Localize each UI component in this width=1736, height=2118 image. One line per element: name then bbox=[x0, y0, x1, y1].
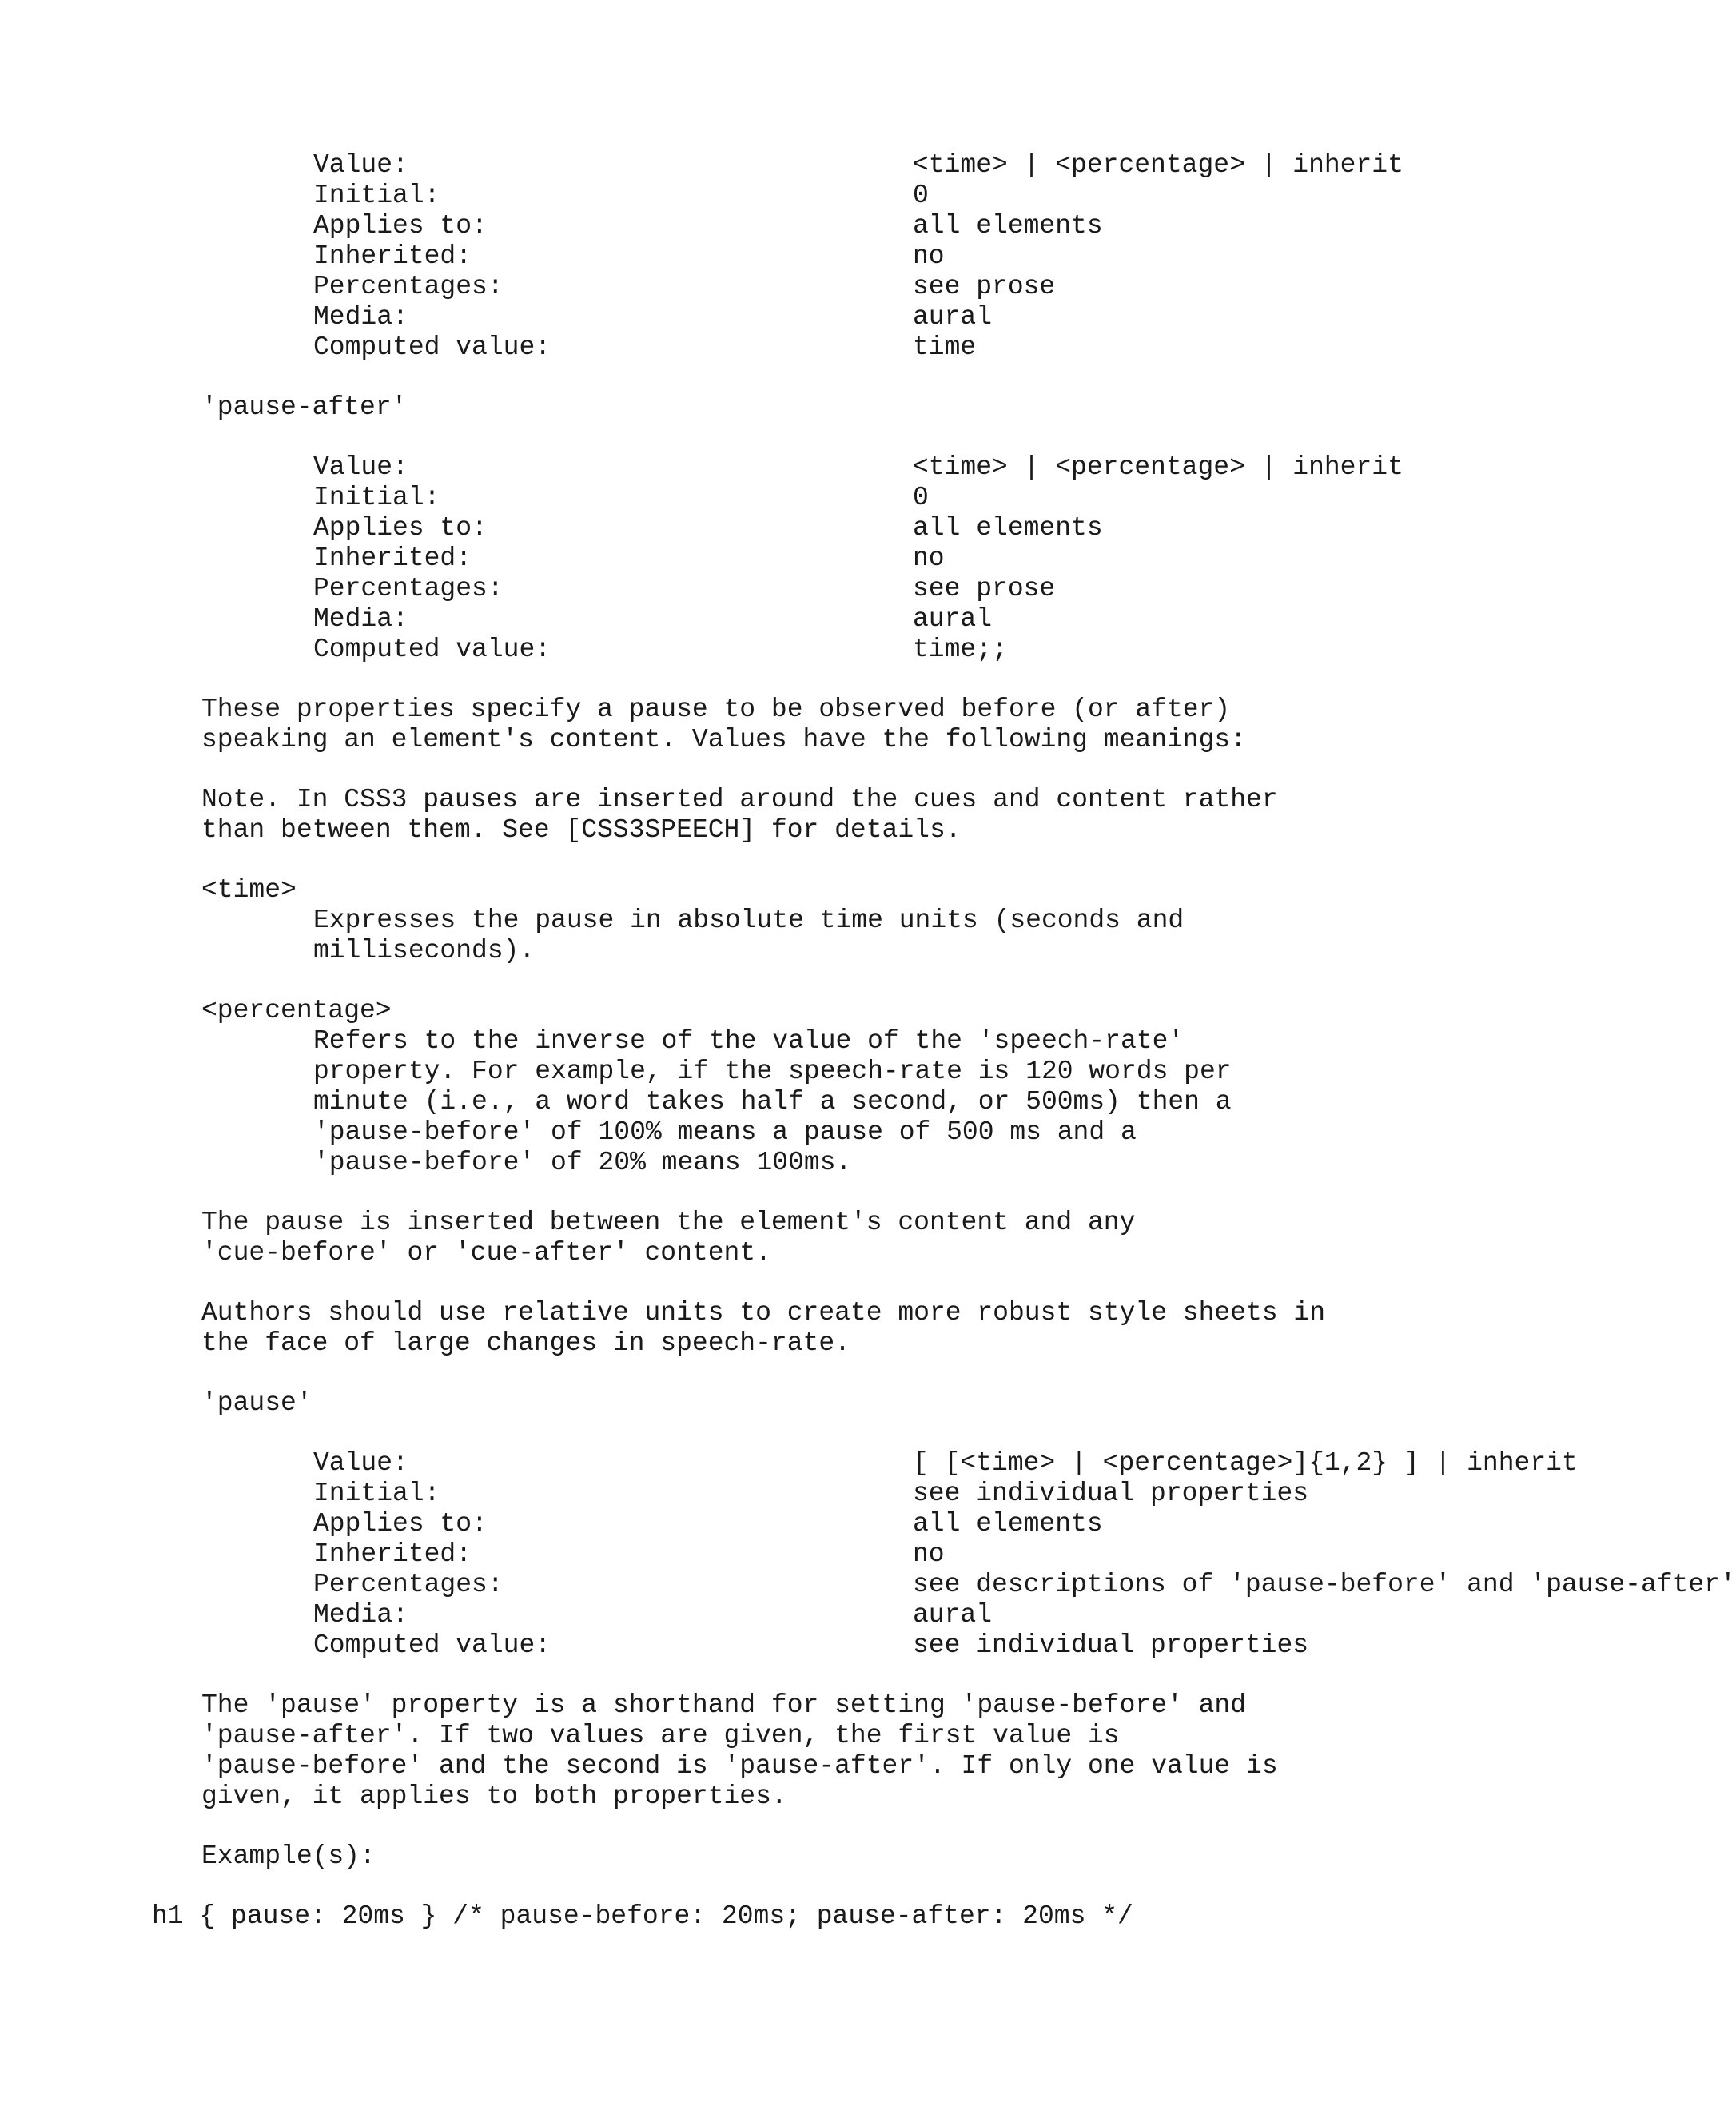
table-row: Applies to: all elements bbox=[313, 211, 1103, 241]
table-row: Applies to: all elements bbox=[313, 1509, 1103, 1539]
property-heading-pause-after: 'pause-after' bbox=[201, 392, 408, 422]
paragraph-line: Authors should use relative units to create more robust style sheets in bbox=[201, 1298, 1326, 1328]
definition-line: Refers to the inverse of the value of the 'speech-rate' bbox=[313, 1026, 1185, 1056]
table-row: Value: [ [<time> | <percentage>]{1,2} ] | inherit bbox=[313, 1448, 1578, 1478]
table-row: Computed value: time;; bbox=[313, 635, 1008, 664]
table-row: Initial: 0 bbox=[313, 181, 929, 210]
definition-line: milliseconds). bbox=[313, 936, 536, 965]
table-row: Percentages: see prose bbox=[313, 272, 1056, 301]
table-row: Media: aural bbox=[313, 1600, 993, 1630]
paragraph-line: 'pause-after'. If two values are given, the first value is bbox=[201, 1721, 1120, 1750]
table-row: Initial: 0 bbox=[313, 483, 929, 512]
definition-line: Expresses the pause in absolute time units (seconds and bbox=[313, 906, 1185, 935]
table-row: Value: <time> | <percentage> | inherit bbox=[313, 452, 1404, 482]
table-row: Value: <time> | <percentage> | inherit bbox=[313, 150, 1404, 180]
table-row: Computed value: see individual properties bbox=[313, 1630, 1309, 1660]
examples-label: Example(s): bbox=[201, 1841, 376, 1871]
table-row: Initial: see individual properties bbox=[313, 1479, 1309, 1508]
paragraph-line: 'pause-before' and the second is 'pause-after'. If only one value is bbox=[201, 1751, 1278, 1781]
table-row: Media: aural bbox=[313, 302, 993, 332]
note-line: Note. In CSS3 pauses are inserted around the cues and content rather bbox=[201, 785, 1278, 814]
definition-term-time: <time> bbox=[201, 875, 297, 905]
definition-line: 'pause-before' of 100% means a pause of 500 ms and a bbox=[313, 1117, 1137, 1147]
paragraph-line: given, it applies to both properties. bbox=[201, 1782, 787, 1811]
table-row: Inherited: no bbox=[313, 1539, 945, 1569]
table-row: Inherited: no bbox=[313, 543, 945, 573]
paragraph-line: 'cue-before' or 'cue-after' content. bbox=[201, 1238, 771, 1268]
definition-line: minute (i.e., a word takes half a second, or 500ms) then a bbox=[313, 1087, 1232, 1117]
property-heading-pause: 'pause' bbox=[201, 1388, 313, 1418]
table-row: Percentages: see descriptions of 'pause-before' and 'pause-after' bbox=[313, 1570, 1736, 1599]
table-row: Media: aural bbox=[313, 604, 993, 634]
table-row: Computed value: time bbox=[313, 332, 977, 362]
paragraph-line: The 'pause' property is a shorthand for setting 'pause-before' and bbox=[201, 1690, 1247, 1720]
definition-line: 'pause-before' of 20% means 100ms. bbox=[313, 1148, 852, 1177]
table-row: Percentages: see prose bbox=[313, 574, 1056, 603]
paragraph-line: the face of large changes in speech-rate. bbox=[201, 1328, 850, 1358]
table-row: Applies to: all elements bbox=[313, 513, 1103, 543]
note-line: than between them. See [CSS3SPEECH] for details. bbox=[201, 815, 962, 845]
paragraph-line: speaking an element's content. Values have the following meanings: bbox=[201, 725, 1247, 754]
code-example: h1 { pause: 20ms } /* pause-before: 20ms; pause-after: 20ms */ bbox=[152, 1901, 1133, 1931]
definition-line: property. For example, if the speech-rate is 120 words per bbox=[313, 1057, 1232, 1086]
paragraph-line: These properties specify a pause to be observed before (or after) bbox=[201, 695, 1231, 724]
paragraph-line: The pause is inserted between the element's content and any bbox=[201, 1208, 1136, 1237]
table-row: Inherited: no bbox=[313, 241, 945, 271]
definition-term-percentage: <percentage> bbox=[201, 996, 392, 1025]
